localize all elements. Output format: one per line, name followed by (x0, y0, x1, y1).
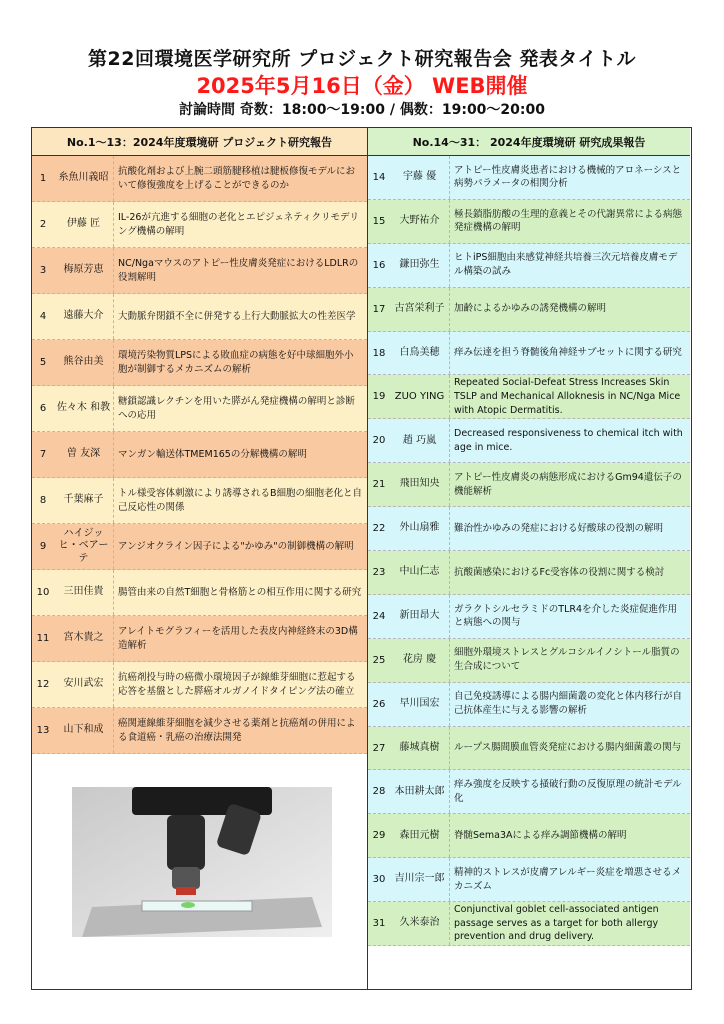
presenter-name: 外山扇雅 (390, 507, 450, 550)
presentation-number: 25 (372, 654, 386, 666)
presenter-name: 久米泰治 (390, 902, 450, 945)
presenter-name: 飛田知央 (390, 463, 450, 506)
presentation-title: 自己免疫誘導による腸内細菌叢の変化と体内移行が自己抗体産生に与える影響の解析 (454, 691, 683, 717)
presenter-name: 遠藤大介 (54, 294, 114, 339)
presentation-row (32, 708, 367, 754)
presentation-number: 3 (39, 265, 47, 276)
presentation-number: 26 (372, 698, 386, 710)
microscope-photo (32, 759, 366, 989)
presentation-number: 12 (36, 679, 50, 690)
research-result-list (368, 156, 690, 946)
presentation-row (32, 202, 367, 248)
presenter-name: 森田元樹 (390, 814, 450, 857)
discussion-schedule: 討論時間 奇数：18:00〜19:00 / 偶数：19:00〜20:00 (179, 102, 545, 118)
presentation-row (368, 288, 690, 332)
presenter-name: 佐々木 和教 (54, 386, 114, 431)
presentation-number: 28 (372, 786, 386, 798)
presentation-title: 加齢によるかゆみの誘発機構の解明 (454, 303, 607, 315)
presenter-name: 鎌田弥生 (390, 244, 450, 287)
presentation-title: 腸管由来の自然T細胞と骨格筋との相互作用に関する研究 (118, 586, 362, 598)
presentation-number: 7 (39, 449, 47, 460)
presenter-name: 藤城真樹 (390, 727, 450, 770)
presentation-row (368, 419, 690, 463)
presentation-title: 抗酸化剤および上腕二頭筋腱移植は腱板修復モデルにおいて修復強度を上げることができるのか (118, 165, 356, 191)
presentation-row (32, 294, 367, 340)
presenter-name: ZUO YING (390, 375, 450, 418)
presenter-name: 吉川宗一郎 (390, 858, 450, 901)
presentation-number: 30 (372, 874, 386, 886)
presentation-title: 痒み強度を反映する掻破行動の反復原理の統計モデル化 (454, 779, 682, 804)
presentation-row (368, 858, 690, 902)
presenter-name: 宮木貴之 (54, 616, 114, 661)
presentation-row (368, 595, 690, 639)
presentation-row (368, 902, 690, 946)
presentation-number: 9 (39, 541, 47, 552)
presentation-title: NC/Ngaマウスのアトピー性皮膚炎発症におけるLDLRの役割解明 (118, 257, 359, 283)
presentation-title: 痒み伝達を担う脊髄後角神経サブセットに関する研究 (454, 347, 682, 359)
presentation-title: 難治性かゆみの発症における好酸球の役割の解明 (454, 522, 664, 534)
presenter-name: 本田耕太郎 (390, 770, 450, 813)
presentation-title: ガラクトシルセラミドのTLR4を介した炎症促進作用と病態への関与 (454, 603, 678, 629)
presentation-title: マンガン輸送体TMEM165の分解機構の解明 (118, 448, 307, 460)
presentation-number: 19 (372, 391, 386, 403)
presentation-title: 脊髄Sema3Aによる痒み調節機構の解明 (454, 829, 627, 841)
presenter-name: 白鳥美穂 (390, 332, 450, 375)
presenter-name: 曽 友深 (54, 432, 114, 477)
project-report-column (32, 128, 368, 989)
presentation-row (368, 463, 690, 507)
presentation-number: 2 (39, 219, 47, 230)
presenter-name: 山下和成 (54, 708, 114, 753)
presentation-row (368, 683, 690, 727)
presenter-name: 趙 巧嵐 (390, 419, 450, 462)
presenter-name: ハイジッヒ・ベアーテ (54, 524, 114, 569)
presentation-number: 17 (372, 303, 386, 315)
presenter-name: 安川武宏 (54, 662, 114, 707)
presentation-row (32, 156, 367, 202)
presentation-title: 細胞外環境ストレスとグルコシルイノシトール脂質の生合成について (454, 647, 680, 673)
research-result-heading: No.14〜31： 2024年度環境研 研究成果報告 (368, 128, 690, 156)
presentation-title: 糖鎖認識レクチンを用いた膵がん発症機構の解明と診断への応用 (118, 395, 355, 421)
presenter-name: 伊藤 匠 (54, 202, 114, 247)
presentation-row (368, 727, 690, 771)
presentation-title: トル様受容体刺激により誘導されるB細胞の細胞老化と自己反応性の関係 (118, 487, 363, 513)
research-result-column (368, 128, 690, 989)
presentation-row (32, 524, 367, 570)
presentation-title: 抗癌剤投与時の癌微小環境因子が線維芽細胞に惹起する応答を基盤とした膵癌オルガノイドタイピング法の確立 (118, 671, 356, 697)
presentation-number: 18 (372, 347, 386, 359)
presentation-table (31, 127, 692, 990)
presentation-title: Conjunctival goblet cell-associated antigen passage serves as a target for both allergy prevention and drug delivery. (454, 903, 659, 943)
presentation-title: 極長鎖脂肪酸の生理的意義とその代謝異常による病態発症機構の解明 (454, 208, 683, 234)
project-report-heading: No.1〜13：2024年度環境研 プロジェクト研究報告 (32, 128, 367, 156)
presentation-title: ループス腸間膜血管炎発症における腸内細菌叢の関与 (454, 742, 682, 754)
presenter-name: 中山仁志 (390, 551, 450, 594)
presentation-row (368, 200, 690, 244)
presentation-number: 10 (36, 587, 50, 598)
presentation-number: 13 (36, 725, 50, 736)
presentation-number: 8 (39, 495, 47, 506)
presenter-name: 花房 慶 (390, 639, 450, 682)
presenter-name: 宇藤 優 (390, 156, 450, 199)
presentation-number: 27 (372, 742, 386, 754)
presentation-title: ヒトiPS細胞由来感覚神経共培養三次元培養皮膚モデル構築の試み (454, 252, 678, 278)
presentation-title: アトピー性皮膚炎の病態形成におけるGm94遺伝子の機能解析 (454, 471, 682, 497)
presentation-row (368, 244, 690, 288)
presentation-number: 14 (372, 171, 386, 183)
presentation-title: 抗酸菌感染におけるFc受容体の役割に関する検討 (454, 566, 665, 578)
page-title: 第22回環境医学研究所 プロジェクト研究報告会 発表タイトル (88, 48, 636, 70)
presentation-row (368, 770, 690, 814)
presentation-title: 精神的ストレスが皮膚アレルギー炎症を増悪させるメカニズム (454, 866, 682, 892)
presentation-row (32, 662, 367, 708)
presentation-row (368, 507, 690, 551)
presentation-row (32, 432, 367, 478)
presentation-row (368, 551, 690, 595)
presentation-number: 4 (39, 311, 47, 322)
presenter-name: 大野祐介 (390, 200, 450, 243)
presentation-number: 24 (372, 610, 386, 622)
presentation-title: Decreased responsiveness to chemical itch with age in mice. (454, 428, 683, 453)
event-date: 2025年5月16日（金） WEB開催 (196, 74, 528, 98)
presentation-number: 11 (36, 633, 50, 644)
presentation-row (32, 478, 367, 524)
presentation-number: 21 (372, 479, 386, 491)
presentation-number: 1 (39, 173, 47, 184)
presentation-row (32, 616, 367, 662)
presenter-name: 熊谷由美 (54, 340, 114, 385)
presenter-name: 古宮栄利子 (390, 288, 450, 331)
presentation-title: 環境汚染物質LPSによる敗血症の病態を好中球細胞外小胞が制御するメカニズムの解析 (118, 349, 354, 375)
presentation-row (32, 386, 367, 432)
presenter-name: 早川国宏 (390, 683, 450, 726)
presenter-name: 千葉麻子 (54, 478, 114, 523)
presentation-title: アトピー性皮膚炎患者における機械的アロネーシスと病勢パラメータの相関分析 (454, 164, 682, 190)
presentation-title: IL-26が亢進する細胞の老化とエピジェネティクリモデリング機構の解明 (118, 211, 359, 237)
presentation-number: 5 (39, 357, 47, 368)
presentation-number: 29 (372, 830, 386, 842)
presentation-row (32, 340, 367, 386)
presentation-row (368, 375, 690, 419)
presentation-row (368, 332, 690, 376)
presentation-title: 大動脈弁閉鎖不全に併発する上行大動脈拡大の性差医学 (118, 310, 356, 322)
presentation-row (368, 639, 690, 683)
presentation-number: 20 (372, 435, 386, 447)
presentation-number: 16 (372, 259, 386, 271)
presentation-row (368, 156, 690, 200)
presentation-number: 22 (372, 523, 386, 535)
presenter-name: 新田昂大 (390, 595, 450, 638)
presenter-name: 糸魚川義昭 (54, 156, 114, 201)
presentation-title: アンジオクライン因子による"かゆみ"の制御機構の解明 (118, 540, 354, 552)
presentation-number: 15 (372, 215, 386, 227)
project-report-list (32, 156, 367, 754)
presentation-number: 6 (39, 403, 47, 414)
presentation-row (32, 248, 367, 294)
microscope-image (72, 787, 332, 937)
presentation-row (368, 814, 690, 858)
presentation-title: アレイトモグラフィーを活用した表皮内神経終末の3D構造解析 (118, 625, 358, 651)
presentation-title: 癌関連線維芽細胞を減少させる薬剤と抗癌剤の併用による食道癌・乳癌の治療法開発 (118, 717, 356, 743)
presentation-number: 31 (372, 918, 386, 930)
presenter-name: 三田佳貴 (54, 570, 114, 615)
presentation-row (32, 570, 367, 616)
presentation-number: 23 (372, 566, 386, 578)
presenter-name: 梅原芳恵 (54, 248, 114, 293)
presentation-title: Repeated Social-Defeat Stress Increases Skin TSLP and Mechanical Alloknesis in NC/Nga Mice with Atopic Dermatitis. (454, 377, 681, 416)
